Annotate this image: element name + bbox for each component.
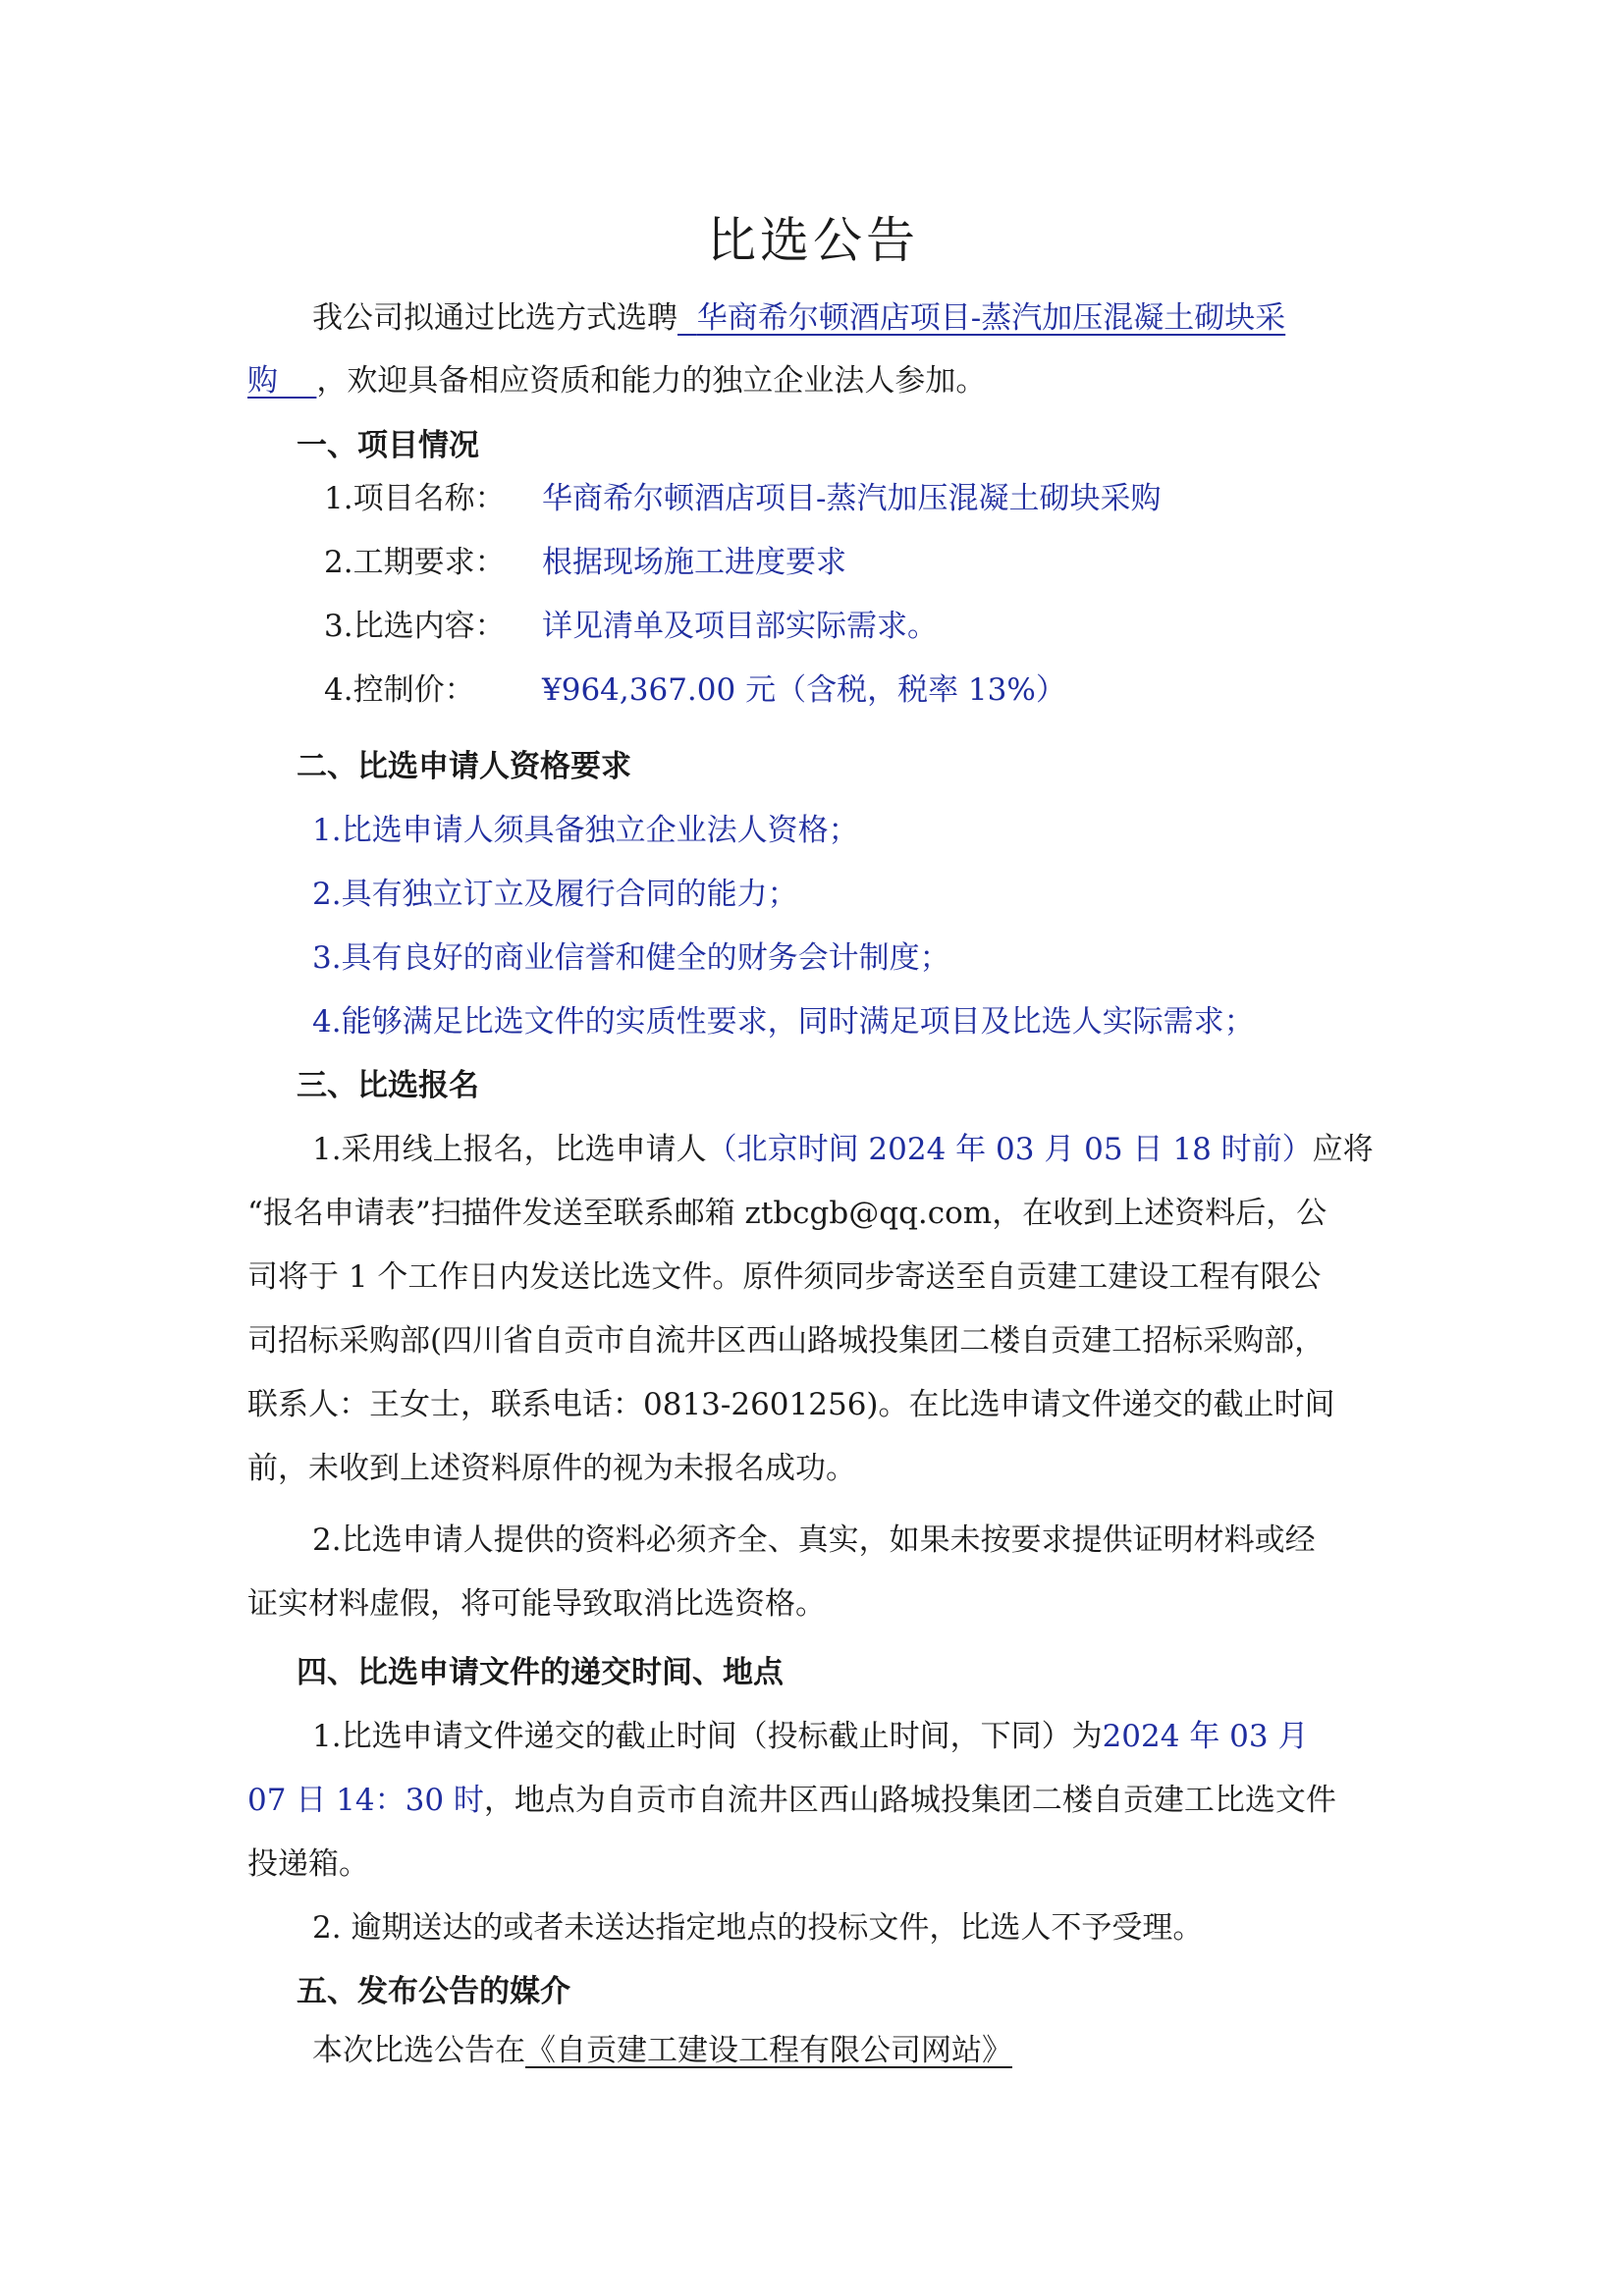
section2-heading: 二、比选申请人资格要求 (297, 749, 631, 784)
intro-line-2 (247, 360, 986, 401)
section4-heading: 四、比选申请文件的递交时间、地点 (297, 1655, 784, 1690)
section3-p1-line-2: “报名申请表”扫描件发送至联系邮箱 ztbcgb@qq.com，在收到上述资料后，公 (247, 1196, 1327, 1231)
submission-deadline-date: 2024 年 03 月 (1102, 1719, 1309, 1754)
section1-item-2: 2.工期要求： (324, 545, 506, 580)
section2-item-3: 3.具有良好的商业信誉和健全的财务会计制度； (312, 940, 950, 976)
intro-lead: 我公司拟通过比选方式选聘 (312, 300, 677, 336)
section4-p2: 2. 逾期送达的或者未送达指定地点的投标文件，比选人不予受理。 (312, 1910, 1204, 1946)
section5-heading: 五、发布公告的媒介 (297, 1974, 570, 2009)
intro-project-name: 华商希尔顿酒店项目-蒸汽加压混凝土砌块采 (696, 300, 1286, 336)
section1-item-3: 3.比选内容： (324, 609, 506, 644)
section2-item-1: 1.比选申请人须具备独立企业法人资格； (312, 813, 859, 848)
section1-item-2-value: 根据现场施工进度要求 (542, 545, 846, 580)
section4-p1-line-3: 投递箱。 (247, 1846, 369, 1882)
intro-project-name-cont: 购 (247, 363, 278, 399)
section4-p1-line-2: 07 日 14：30 时，地点为自贡市自流井区西山路城投集团二楼自贡建工比选文件 (247, 1783, 1336, 1818)
section1-heading: 一、项目情况 (297, 428, 479, 463)
section3-p1-line-1: 1.采用线上报名，比选申请人（北京时间 2024 年 03 月 05 日 18 时前）应将 (312, 1132, 1374, 1167)
page-title: 比选公告 (707, 212, 919, 269)
section2-item-4: 4.能够满足比选文件的实质性要求，同时满足项目及比选人实际需求； (312, 1004, 1255, 1040)
section3-p2-line-1: 2.比选申请人提供的资料必须齐全、真实，如果未按要求提供证明材料或经 (312, 1522, 1316, 1558)
submission-deadline-time: 07 日 14：30 时 (247, 1783, 484, 1818)
section3-heading: 三、比选报名 (297, 1068, 479, 1103)
section4-p1-line-1: 1.比选申请文件递交的截止时间（投标截止时间，下同）为2024 年 03 月 (312, 1719, 1309, 1754)
registration-deadline: （北京时间 2024 年 03 月 05 日 18 时前） (706, 1132, 1313, 1167)
intro-line-1 (312, 297, 1285, 339)
section2-item-2: 2.具有独立订立及履行合同的能力； (312, 877, 798, 912)
section1-item-1: 1.项目名称： (324, 481, 506, 516)
section3-p2-line-2: 证实材料虚假，将可能导致取消比选资格。 (247, 1586, 826, 1622)
section1-item-1-value: 华商希尔顿酒店项目-蒸汽加压混凝土砌块采购 (542, 481, 1162, 516)
publication-media-link[interactable]: 《自贡建工建设工程有限公司网站》 (525, 2033, 1012, 2068)
section3-p1-line-3: 司将于 1 个工作日内发送比选文件。原件须同步寄送至自贡建工建设工程有限公 (247, 1259, 1322, 1295)
intro-tail: ，欢迎具备相应资质和能力的独立企业法人参加。 (316, 363, 987, 399)
section3-p1-line-6: 前，未收到上述资料原件的视为未报名成功。 (247, 1451, 856, 1486)
section3-p1-line-4: 司招标采购部(四川省自贡市自流井区西山路城投集团二楼自贡建工招标采购部， (247, 1323, 1326, 1359)
section1-item-3-value: 详见清单及项目部实际需求。 (542, 609, 938, 644)
section5-text: 本次比选公告在《自贡建工建设工程有限公司网站》 (312, 2033, 1012, 2068)
section1-item-4: 4.控制价： (324, 672, 475, 708)
section1-item-4-value: ¥964,367.00 元（含税，税率 13%） (542, 672, 1066, 708)
section3-p1-line-5: 联系人：王女士，联系电话：0813-2601256)。在比选申请文件递交的截止时间 (247, 1387, 1335, 1422)
